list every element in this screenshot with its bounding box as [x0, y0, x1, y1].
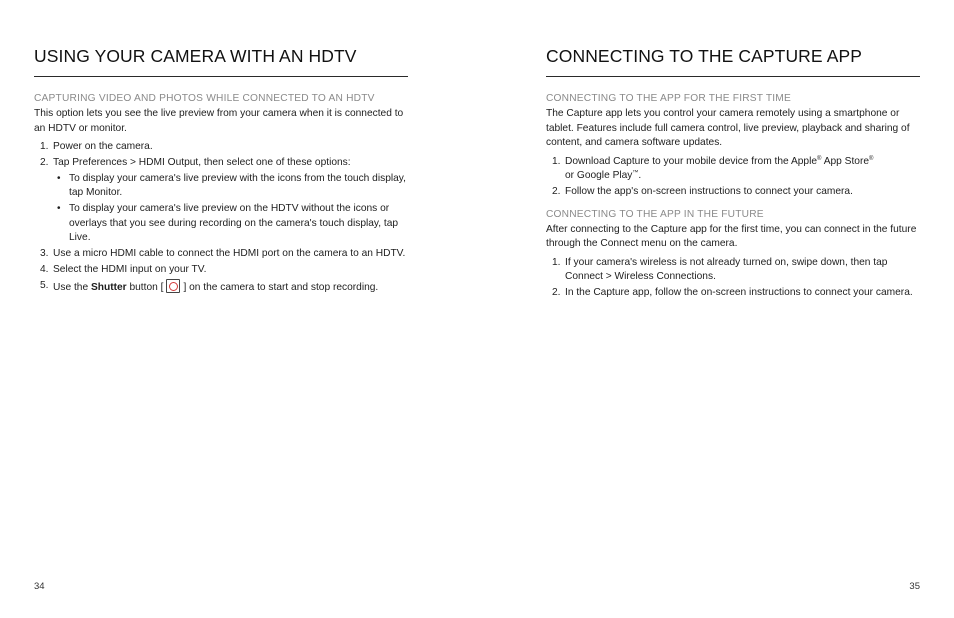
left-subheading: CAPTURING VIDEO AND PHOTOS WHILE CONNECTED TO AN HDTV	[34, 93, 375, 104]
step-item: 1. If your camera's wireless is not already turned on, swipe down, then tap Connect > Wireless Connections.	[552, 256, 888, 282]
title-divider	[546, 76, 920, 77]
left-intro: This option lets you see the live preview from your camera when it is connected to an HDTV or monitor.	[34, 108, 404, 134]
step-item: 2. In the Capture app, follow the on-screen instructions to connect your camera.	[552, 287, 913, 298]
right-page-title: CONNECTING TO THE CAPTURE APP	[546, 46, 863, 66]
first-time-steps-list	[546, 155, 920, 200]
future-steps-list	[546, 256, 920, 301]
bullet-item: • To display your camera's live preview with the icons from the touch display, tap Monitor.	[57, 172, 406, 198]
options-bullet-list	[53, 172, 408, 246]
left-steps-list	[34, 140, 408, 296]
future-subheading: CONNECTING TO THE APP IN THE FUTURE	[546, 208, 764, 220]
step-item: 1. Download Capture to your mobile device from the Apple® App Store® or Google Play™.	[552, 155, 874, 181]
step-item: 4. Select the HDMI input on your TV.	[40, 264, 207, 275]
title-divider	[34, 76, 408, 77]
left-page	[34, 44, 408, 297]
registered-mark: ®	[869, 155, 874, 162]
page-number-left: 34	[34, 581, 45, 592]
future-intro: After connecting to the Capture app for the first time, you can connect in the future through the Connect menu on the camera.	[546, 223, 917, 249]
trademark: ™	[632, 170, 639, 176]
bullet-item: • To display your camera's live preview on the HDTV without the icons or overlays that you see during recording on the camera's touch display, tap Live.	[57, 203, 399, 243]
step-item: 3. Use a micro HDMI cable to connect the HDMI port on the camera to an HDTV.	[40, 248, 406, 259]
step-item: 1. Power on the camera.	[40, 141, 153, 152]
step-item: 5. Use the Shutter button [ ] on the camera to start and stop recording.	[40, 280, 379, 293]
step-item: 2. Tap Preferences > HDMI Output, then select one of these options: • To display your camera's live preview with the icons from the touch display, tap Monitor. • To display your camera's live preview on the HDTV without the icons or overlays that you see during recording on the camera's touch display, tap Live.	[34, 156, 408, 246]
bullet-icon: •	[57, 203, 61, 214]
shutter-button-icon	[166, 279, 180, 293]
bullet-icon: •	[57, 172, 61, 184]
right-page	[546, 44, 920, 302]
step-item: 2. Follow the app's on-screen instructions to connect your camera.	[552, 186, 853, 197]
page-number-right: 35	[909, 581, 920, 592]
first-time-subheading: CONNECTING TO THE APP FOR THE FIRST TIME	[546, 93, 791, 104]
first-time-intro: The Capture app lets you control your camera remotely using a smartphone or tablet. Features include full camera control, live preview, playback and sharing of content, and camera software updates.	[546, 108, 910, 148]
shutter-label: Shutter	[90, 282, 127, 293]
registered-mark: ®	[817, 155, 822, 162]
left-page-title: USING YOUR CAMERA WITH AN HDTV	[34, 46, 357, 66]
